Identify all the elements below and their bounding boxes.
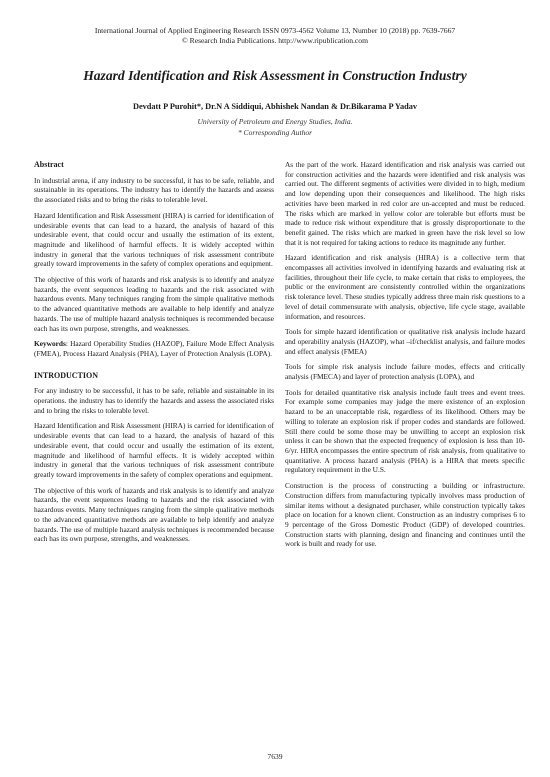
abstract-paragraph: The objective of this work of hazards and risk analysis is to identify and analyze hazards, the event sequences leading to hazards and the risk associated with hazardous events. Many techniques ranging from the simple qualitative methods to the advanced quantitative methods are available to help identify and analyze hazards. The use of multiple hazard analysis techniques is recommended because each has its own purpose, strengths, and weaknesses. — [34, 275, 274, 333]
affiliation: University of Petroleum and Energy Studies, India. — [197, 117, 353, 126]
right-column — [285, 160, 525, 555]
body-paragraph: Tools for detailed quantitative risk analysis include fault trees and event trees. For example some companies may judge the mere existence of an explosion hazard to be an unacceptable risk, regardless of its likelihood. Others may be willing to tolerate an explosion risk if proper codes and standards are followed. Still there could be some those may be unwilling to accept an explosion risk unless it can be shown that the expected frequency of explosion is less than 10-6/yr. HIRA encompasses the entire spectrum of risk analysis, from qualitative to quantitative. A process hazard analysis (PHA) is a HIRA that meets specific regulatory requirement in the U.S. — [285, 387, 525, 475]
body-paragraph: As the part of the work. Hazard identification and risk analysis was carried out for construction activities and the hazards were identified and risk analysis was carried out. The different segments of activities were divided in to high, medium and low depending upon their consequences and likelihood. The high risks activities have been marked in red color are un-accepted and must be reduced. The risks which are marked in yellow color are tolerable but efforts must be made to reduce risk without expenditure that is grossly disproportionate to the benefit gained. The risks which are marked in green have the risk level so low that it is not required for taking actions to reduce its magnitude any further. — [285, 160, 525, 247]
body-paragraph: Hazard Identification and Risk Assessment (HIRA) is carried for identification of undesirable events that can lead to a hazard, the analysis of hazard of this undesirable event, that could occur and usually the estimation of its extent, magnitude and likelihood of harmful effects. It is widely accepted within industry in general that the various techniques of risk assessment contribute greatly toward improvements in the safety of complex operations and equipment. — [34, 421, 274, 479]
left-column — [34, 160, 274, 550]
affiliation-block — [0, 116, 550, 138]
publisher-line: © Research India Publications. http://www.ripublication.com — [181, 36, 368, 45]
body-paragraph: The objective of this work of hazards and risk analysis is to identify and analyze hazards, the event sequences leading to hazards and the risk associated with hazardous events. Many techniques ranging from the simple qualitative methods to the advanced quantitative methods are available to help identify and analyze hazards. The use of multiple hazard analysis techniques is recommended because each has its own purpose, strengths, and weaknesses. — [34, 485, 274, 544]
page-number: 7639 — [267, 752, 283, 761]
abstract-heading: Abstract — [34, 160, 64, 169]
body-paragraph: For any industry to be successful, it has to be safe, reliable and sustainable in its operations. the industry has to identify the hazards and assess the associated risks and to bring the risks to tolerable level. — [34, 386, 274, 415]
body-paragraph: Tools for simple hazard identification or qualitative risk analysis include hazard and operability analysis (HAZOP), what –if/checklist analysis, and failure modes and effect analysis (FMEA) — [285, 327, 525, 356]
paper-title: Hazard Identification and Risk Assessment in Construction Industry — [83, 68, 467, 83]
journal-header — [0, 26, 550, 46]
body-paragraph: Construction is the process of constructing a building or infrastructure. Construction differs from manufacturing typically involves mass production of similar items without a designated purchaser, while construction typically takes place on location for a known client. Construction as an industry comprises 6 to 9 percentage of the Gross Domestic Product (GDP) of developed countries. Construction starts with planning, design and financing and continues until the work is built and ready for use. — [285, 481, 525, 549]
body-paragraph: Hazard identification and risk analysis (HIRA) is a collective term that encompasses all activities involved in identifying hazards and evaluating risk at facilities, throughout their life cycle, to make certain that risks to employees, the public or the environment are consistently controlled within the organizations risk tolerance level. These studies typically address three main risk questions to a level of detail commensurate with analysis, objective, life cycle stage, available information, and resources. — [285, 253, 525, 321]
abstract-paragraph: In industrial arena, if any industry to be successful, it has to be safe, reliable, and sustainable in its operations. The industry has to identify the hazards and assess the associated risks and to bring the risks to tolerable level. — [34, 175, 274, 205]
keywords-label: Keywords — [34, 339, 66, 349]
author-list: Devdatt P Purohit*, Dr.N A Siddiqui, Abhishek Nandan & Dr.Bikarama P Yadav — [132, 102, 418, 111]
abstract-paragraph: Hazard Identification and Risk Assessment (HIRA) is carried for identification of undesirable events that can lead to a hazard, the analysis of hazard of this undesirable event, that could occur and usually the estimation of its extent, magnitude and likelihood of harmful effects. It is widely accepted within industry in general that the various techniques of risk assessment contribute greatly toward improvements in the safety of complex operations and equipment. — [34, 210, 274, 269]
introduction-heading: INTRODUCTION — [34, 370, 99, 380]
journal-line: International Journal of Applied Engineering Research ISSN 0973-4562 Volume 13, Number 10 (2018) pp. 7639-7667 — [94, 26, 456, 35]
keywords — [34, 339, 274, 358]
corresponding-author-note: * Corresponding Author — [237, 128, 313, 137]
keywords-text: : Hazard Operability Studies (HAZOP), Failure Mode Effect Analysis (FMEA), Process Hazard Analysis (PHA), Layer of Protection Analysis (LOPA). — [34, 339, 274, 358]
body-paragraph: Tools for simple risk analysis include failure modes, effects and critically analysis (FMECA) and layer of protection analysis (LOPA), and — [285, 362, 525, 382]
